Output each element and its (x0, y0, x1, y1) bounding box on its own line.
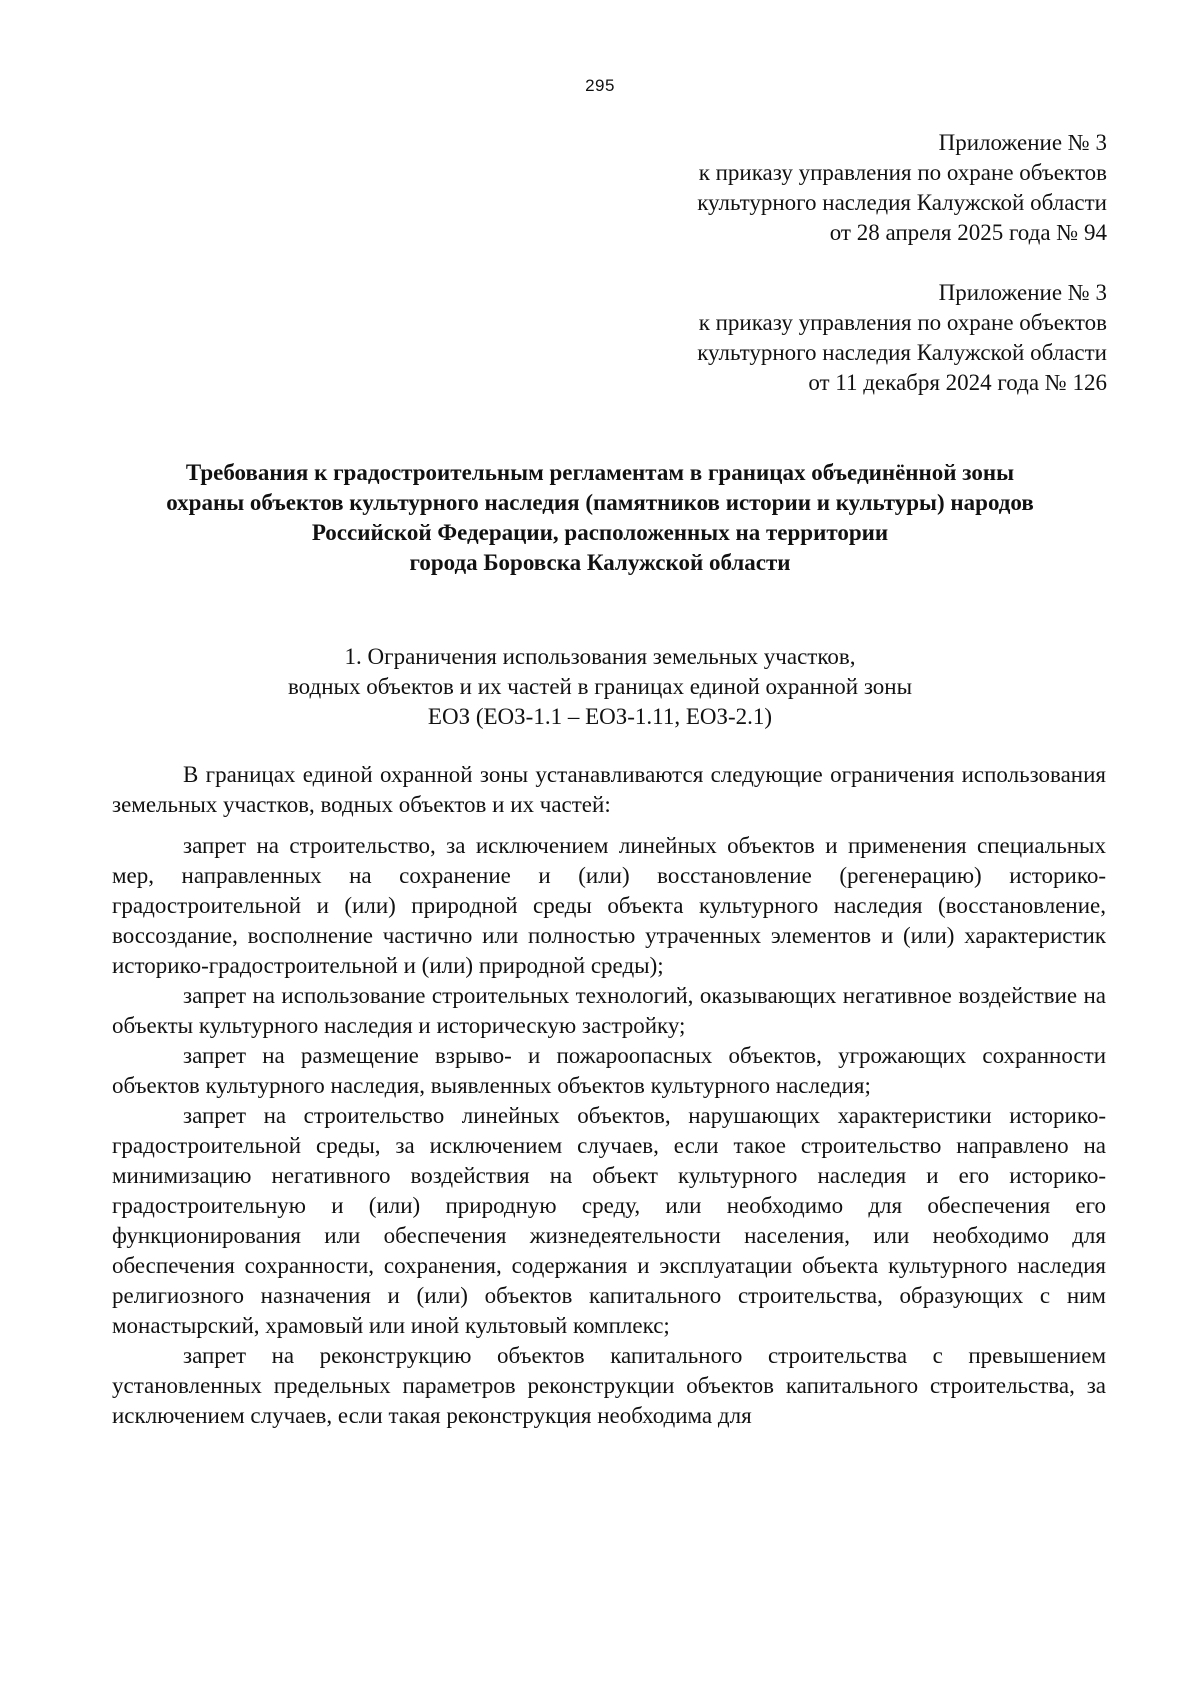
title-line: Российской Федерации, расположенных на территории (311, 520, 889, 545)
title-line: города Боровска Калужской области (409, 550, 791, 575)
document-title (100, 458, 1100, 578)
restriction-item: запрет на реконструкцию объектов капитального строительства с превышением установленных предельных параметров реконструкции объектов капитального строительства, за исключением случаев, если такая реконструкция необходима для (112, 1343, 1106, 1428)
section-body (112, 760, 1106, 1431)
title-line: Требования к градостроительным регламентам в границах объединённой зоны (185, 460, 1015, 485)
restriction-item: запрет на использование строительных технологий, оказывающих негативное воздействие на объекты культурного наследия и историческую застройку; (112, 983, 1106, 1038)
annex-line: Приложение № 3 (938, 130, 1107, 155)
restriction-item: запрет на строительство линейных объектов, нарушающих характеристики историко-градостроительной среды, за исключением случаев, если такое строительство направлено на минимизацию негативного воздействия на объект культурного наследия и его историко-градостроительную и (или) природную среду, или необходимо для обеспечения его функционирования или обеспечения жизнедеятельности населения, или необходимо для обеспечения сохранности, сохранения, содержания и эксплуатации объекта культурного наследия религиозного назначения и (или) объектов капитального строительства, образующих с ним монастырский, храмовый или иной культовый комплекс; (112, 1103, 1106, 1338)
annex-header-current (697, 128, 1107, 248)
page-number: 295 (585, 76, 615, 95)
annex-line: культурного наследия Калужской области (697, 340, 1107, 365)
section-heading-line: 1. Ограничения использования земельных участков, (344, 644, 856, 669)
section-heading-line: ЕОЗ (ЕОЗ-1.1 – ЕОЗ-1.11, ЕОЗ-2.1) (427, 704, 773, 729)
annex-line: к приказу управления по охране объектов (698, 310, 1107, 335)
title-line: охраны объектов культурного наследия (памятников истории и культуры) народов (166, 490, 1034, 515)
section-heading (100, 642, 1100, 732)
annex-line: Приложение № 3 (938, 280, 1107, 305)
annex-line: к приказу управления по охране объектов (698, 160, 1107, 185)
section-heading-line: водных объектов и их частей в границах единой охранной зоны (287, 674, 913, 699)
intro-paragraph: В границах единой охранной зоны устанавливаются следующие ограничения использования земельных участков, водных объектов и их частей: (112, 762, 1106, 817)
annex-line: культурного наследия Калужской области (697, 190, 1107, 215)
restriction-item: запрет на строительство, за исключением линейных объектов и применения специальных мер, направленных на сохранение и (или) восстановление (регенерацию) историко-градостроительной и (или) природной среды объекта культурного наследия (восстановление, воссоздание, восполнение частично или полностью утраченных элементов и (или) характеристик историко-градостроительной и (или) природной среды); (112, 833, 1106, 978)
restriction-item: запрет на размещение взрыво- и пожароопасных объектов, угрожающих сохранности объектов культурного наследия, выявленных объектов культурного наследия; (112, 1043, 1106, 1098)
annex-line: от 28 апреля 2025 года № 94 (829, 220, 1107, 245)
annex-line: от 11 декабря 2024 года № 126 (808, 370, 1107, 395)
annex-header-previous (697, 278, 1107, 398)
